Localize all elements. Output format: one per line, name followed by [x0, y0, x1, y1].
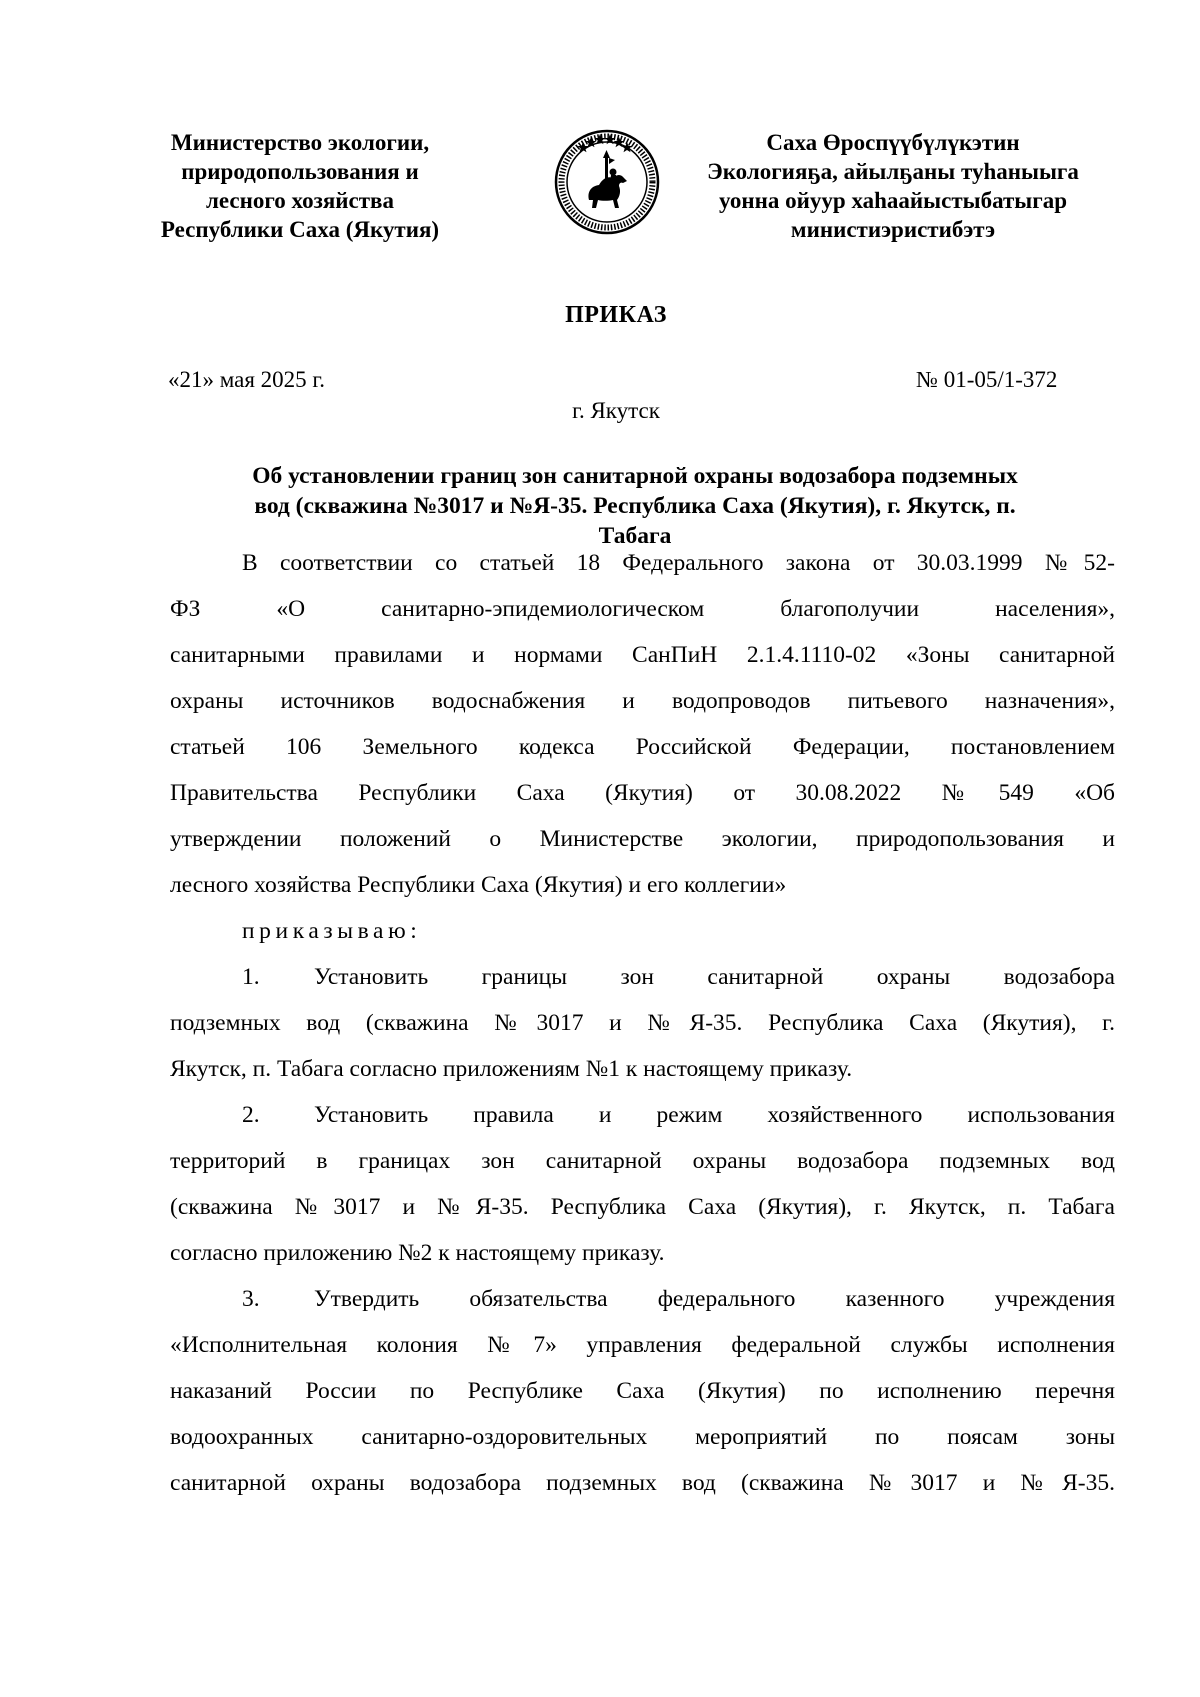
- item-line: водоохранных санитарно-оздоровительных мероприятий по поясам зоны: [170, 1424, 1115, 1450]
- order-date: «21» мая 2025 г.: [168, 367, 326, 392]
- ministry-name-line: уонна ойуур хаһаайыстыбатыгар: [718, 188, 1068, 213]
- document-type-title: ПРИКАЗ: [565, 302, 667, 328]
- preamble-line: Правительства Республики Саха (Якутия) от 30.08.2022 №549 «Об: [170, 780, 1115, 806]
- ministry-name-line: лесного хозяйства: [206, 188, 394, 213]
- item-number: 1.: [242, 964, 260, 990]
- item-line: «Исполнительная колония №7» управления федеральной службы исполнения: [170, 1332, 1115, 1358]
- preamble-line: ФЗ «О санитарно-эпидемиологическом благополучии населения»,: [170, 596, 1115, 622]
- item-line: территорий в границах зон санитарной охраны водозабора подземных вод: [170, 1148, 1115, 1174]
- ministry-name-line: Экологияҕа, айылҕаны туһаныыга: [707, 159, 1079, 184]
- preamble-line: статьей 106 Земельного кодекса Российской Федерации, постановлением: [170, 734, 1115, 760]
- item-number: 3.: [242, 1286, 260, 1312]
- ministry-name-line: природопользования и: [181, 159, 419, 184]
- item-first-line: Утвердить обязательства федерального казенного учреждения: [314, 1286, 1115, 1312]
- order-item-1: [242, 960, 1115, 994]
- item-line: санитарной охраны водозабора подземных вод (скважина №3017 и №Я-35.: [170, 1470, 1115, 1496]
- item-line: (скважина №3017 и №Я-35. Республика Саха (Якутия), г. Якутск, п. Табага: [170, 1194, 1115, 1220]
- ministry-name-line: Республики Саха (Якутия): [160, 217, 440, 242]
- item-number: 2.: [242, 1102, 260, 1128]
- item-line: согласно приложению №2 к настоящему приказу.: [170, 1240, 665, 1266]
- order-number: № 01-05/1-372: [916, 367, 1058, 392]
- ministry-name-line: министиэристибэтэ: [790, 217, 996, 242]
- item-first-line: Установить правила и режим хозяйственного использования: [314, 1102, 1115, 1128]
- subject-line: вод (скважина №3017 и №Я-35. Республика Саха (Якутия), г. Якутск, п.: [254, 493, 1016, 519]
- preamble-line: лесного хозяйства Республики Саха (Якутия) и его коллегии»: [170, 872, 787, 898]
- subject-line: Об установлении границ зон санитарной охраны водозабора подземных: [252, 463, 1018, 489]
- item-line: наказаний России по Республике Саха (Якутия) по исполнению перечня: [170, 1378, 1115, 1404]
- order-city: г. Якутск: [572, 398, 660, 423]
- preamble-line: В соответствии со статьей 18 Федерального закона от 30.03.1999 №52-: [242, 550, 1115, 576]
- subject-line: Табага: [598, 523, 672, 549]
- order-word: приказываю:: [242, 918, 422, 944]
- order-item-2: [242, 1098, 1115, 1132]
- order-item-3: [242, 1282, 1115, 1316]
- ministry-name-line: Министерство экологии,: [170, 130, 430, 155]
- item-first-line: Установить границы зон санитарной охраны водозабора: [314, 964, 1115, 990]
- ministry-name-line: Саха Өроспүүбүлүкэтин: [766, 130, 1020, 155]
- item-line: подземных вод (скважина №3017 и №Я-35. Республика Саха (Якутия), г.: [170, 1010, 1115, 1036]
- preamble-line: утверждении положений о Министерстве экологии, природопользования и: [170, 826, 1115, 852]
- preamble-line: санитарными правилами и нормами СанПиН 2.1.4.1110-02 «Зоны санитарной: [170, 642, 1115, 668]
- item-line: Якутск, п. Табага согласно приложениям №1 к настоящему приказу.: [170, 1056, 853, 1082]
- preamble-line: охраны источников водоснабжения и водопроводов питьевого назначения»,: [170, 688, 1115, 714]
